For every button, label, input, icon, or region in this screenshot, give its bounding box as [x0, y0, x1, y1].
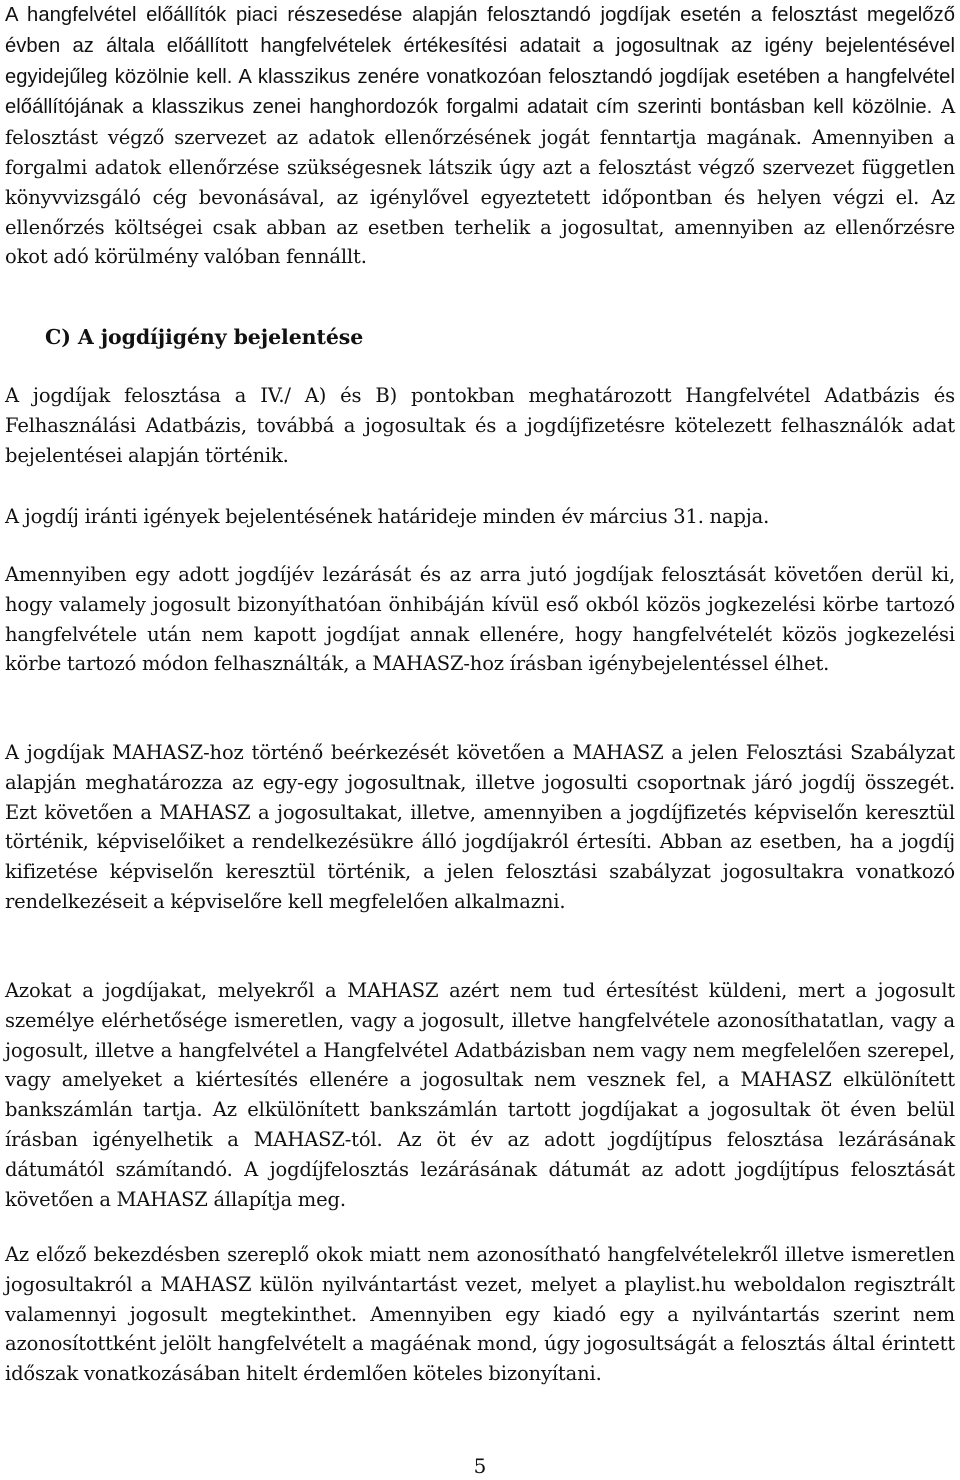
paragraph-separate-account: Azokat a jogdíjakat, melyekről a MAHASZ azért nem tud értesítést küldeni, mert a jogosult személye elérhetősége ismeretlen, vagy a jogosult, illetve hangfelvétele azonosíthatatlan, vagy a jogosult, illetve a hangfelvétel a Hangfelvétel Adatbázisban nem vagy nem megfelelően szerepel, vagy amelyeket a kiértesítés ellenére a jogosultak nem vesznek fel, a MAHASZ elkülönített bankszámlán tartja. Az elkülönített bankszámlán tartott jogdíjakat a jogosultak öt éven belül írásban igényelhetik a MAHASZ-tól. Az öt év az adott jogdíjtípus felosztása lezárásának dátumától számítandó. A jogdíjfelosztás lezárásának dátumát az adott jogdíjtípus felosztását követően a MAHASZ állapítja meg.	[5, 979, 955, 1211]
paragraph-late-claim: Amennyiben egy adott jogdíjév lezárását és az arra jutó jogdíjak felosztását követően derül ki, hogy valamely jogosult bizonyíthatóan önhibáján kívül eső okból közös jogkezelési körbe tartozó hangfelvétele után nem kapott jogdíjat annak ellenére, hogy hangfelvételét közös jogkezelési körbe tartozó módon felhasználták, a MAHASZ-hoz írásban igénybejelentéssel élhet.	[5, 563, 955, 676]
paragraph-deadline: A jogdíj iránti igények bejelentésének határideje minden év március 31. napja.	[5, 505, 770, 528]
paragraph-royalty-notification: A jogdíjak MAHASZ-hoz történő beérkezését követően a MAHASZ a jelen Felosztási Szabályzat alapján meghatározza az egy-egy jogosultnak, illetve jogosulti csoportnak járó jogdíj összegét. Ezt követően a MAHASZ a jogosultakat, illetve, amennyiben a jogdíjfizetés képviselőn keresztül történik, képviselőiket a rendelkezésükre álló jogdíjakról értesíti. Abban az esetben, ha a jogdíj kifizetése képviselőn keresztül történik, a jelen felosztási szabályzat jogosultakra vonatkozó rendelkezéseit a képviselőre kell megfelelően alkalmazni.	[5, 741, 955, 913]
paragraph-unidentified-registry: Az előző bekezdésben szereplő okok miatt nem azonosítható hangfelvételekről illetve ismeretlen jogosultakról a MAHASZ külön nyilvántartást vezet, melyet a playlist.hu weboldalon regisztrált valamennyi jogosult megtekinthet. Amennyiben egy kiadó egy a nyilvántartás szerint nem azonosítottként jelölt hangfelvételt a magáénak mond, úgy jogosultságát a felosztás által érintett időszak vonatkozásában hitelt érdemlően köteles bizonyítani.	[5, 1243, 955, 1386]
page-number: 5	[473, 1454, 487, 1478]
paragraph-sales-data	[5, 0, 955, 272]
paragraph-sales-data-rest: A felosztást végző szervezet az adatok ellenőrzésének jogát fenntartja magának. Amennyiben a forgalmi adatok ellenőrzése szükségesnek látszik úgy azt a felosztást végző szervezet független könyvvizsgáló cég bevonásával, az igénylővel egyeztetett időpontban és helyen végzi el. Az ellenőrzés költségei csak abban az esetben terhelik a jogosultat, amennyiben az ellenőrzésre okot adó körülmény valóban fennállt.	[5, 95, 955, 269]
paragraph-sales-data-lead: A hangfelvétel előállítók piaci részesedése alapján felosztandó jogdíjak esetén a felosztást megelőző évben az általa előállított hangfelvételek értékesítési adatait a jogosultnak az igény bejelentésével egyidejűleg közölnie kell. A klasszikus zenére vonatkozóan felosztandó jogdíjak esetében a hangfelvétel előállítójának a klasszikus zenei hanghordozók forgalmi adatait cím szerinti bontásban kell közölnie.	[5, 4, 955, 119]
section-heading: C) A jogdíjigény bejelentése	[45, 325, 364, 349]
document-page	[5, 0, 955, 1480]
paragraph-distribution-basis: A jogdíjak felosztása a IV./ A) és B) pontokban meghatározott Hangfelvétel Adatbázis és Felhasználási Adatbázis, továbbá a jogosultak és a jogdíjfizetésre kötelezett felhasználók adat bejelentései alapján történik.	[5, 384, 955, 467]
